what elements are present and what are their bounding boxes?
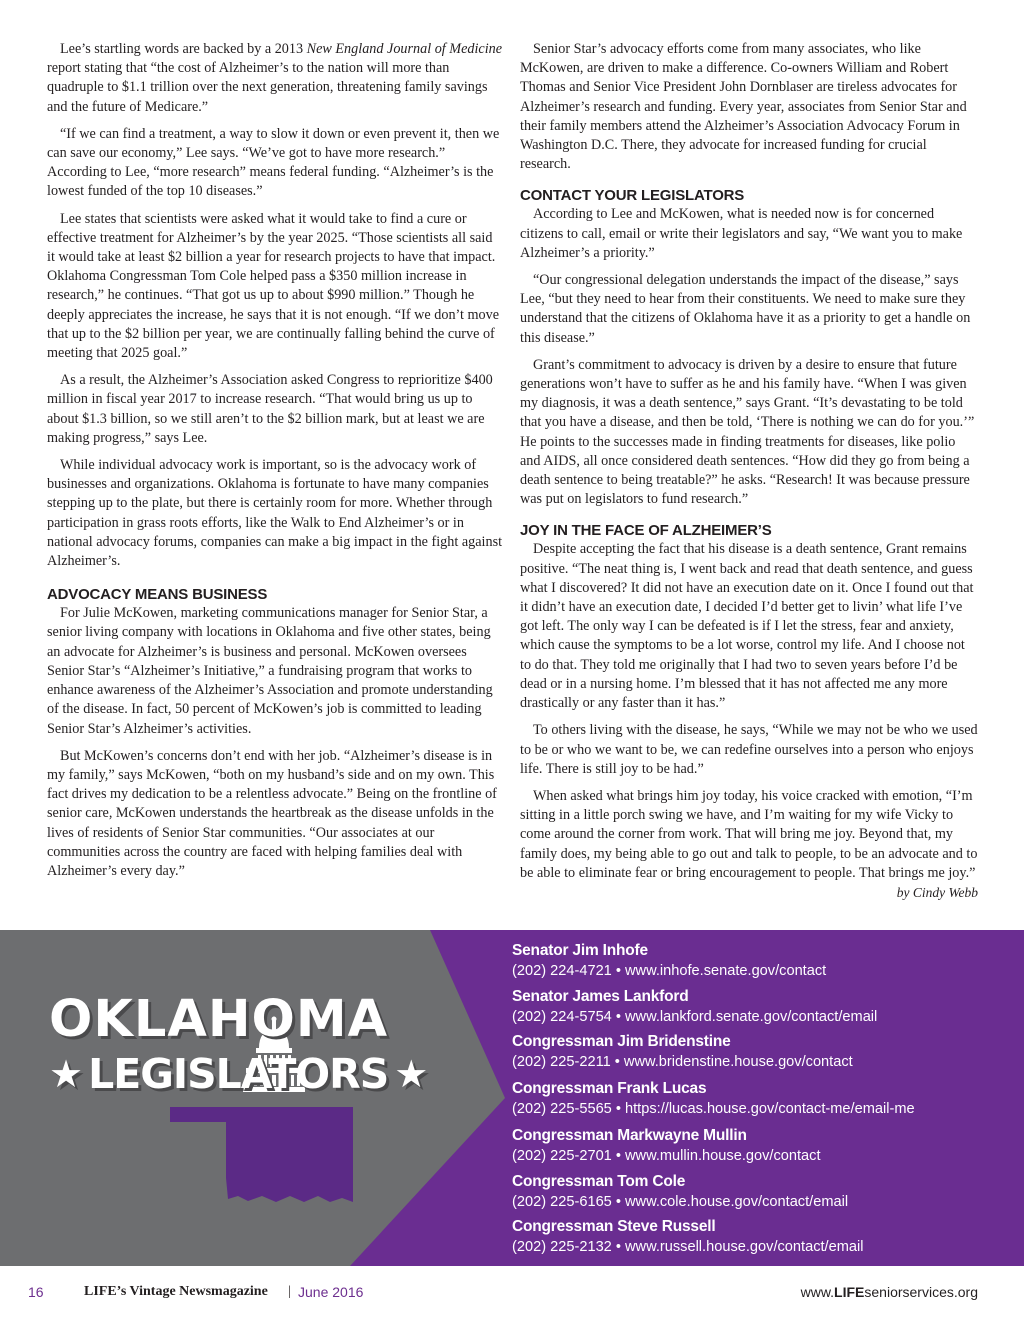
paragraph: But McKowen’s concerns don’t end with her job. “Alzheimer’s disease is in my family,” says McKowen, “both on my husband’s side and on my own. This fact drives my dedication to be a relentless advocate.” Being on the frontline of senior care, McKowen understands the heartbreak as the disease unfolds in the lives of residents of Senior Star communities. “Our associates at our communities across the country are faced with helping families deal with Alzheimer’s every day.” — [47, 747, 497, 879]
star-icon: ★ — [394, 1052, 428, 1096]
legislator-name: Congressman Tom Cole — [512, 1172, 686, 1190]
section-heading-joy: JOY IN THE FACE OF ALZHEIMER’S — [520, 522, 772, 540]
article-right-column — [520, 40, 978, 910]
paragraph: Lee’s startling words are backed by a 2013 New England Journal of Medicine report stating that “the cost of Alzheimer’s to the nation will more than quadruple to $1.1 trillion over the next generation, threatening family savings and the future of Medicare.” — [47, 41, 503, 115]
banner-title-oklahoma: OKLAHOMA — [49, 990, 389, 1049]
banner-title-legislators: ★ LEGISLATORS ★ — [49, 1050, 428, 1098]
section-heading-advocacy: ADVOCACY MEANS BUSINESS — [47, 586, 268, 604]
section-heading-contact: CONTACT YOUR LEGISLATORS — [520, 187, 745, 205]
legislator-name: Congressman Jim Bridenstine — [512, 1033, 731, 1050]
magazine-name: LIFE’s Vintage Newsmagazine — [84, 1284, 268, 1299]
legislator-contact: (202) 225-2701 • www.mullin.house.gov/contact — [512, 1148, 821, 1164]
legislator-name: Senator Jim Inhofe — [512, 942, 648, 959]
byline: by Cindy Webb — [896, 884, 978, 900]
paragraph: When asked what brings him joy today, his voice cracked with emotion, “I’m sitting in a little porch swing we have, and I’m waiting for my wife Vicky to come around the corner from work. That will bring me joy. Beyond that, my family does, my being able to go out and talk to people, to be an advocate and to be able to eliminate fear or bring encouragement to people. That brings me joy.” — [520, 787, 978, 881]
legislator-name: Congressman Steve Russell — [512, 1218, 716, 1235]
legislator-name: Congressman Frank Lucas — [512, 1080, 707, 1097]
footer-separator: | — [288, 1284, 291, 1299]
legislator-entry — [512, 1126, 1012, 1172]
issue-date: June 2016 — [298, 1284, 364, 1300]
legislator-list — [512, 941, 1012, 1263]
legislator-entry — [512, 987, 1012, 1033]
legislator-contact: (202) 225-2132 • www.russell.house.gov/contact/email — [512, 1239, 864, 1255]
oklahoma-state-icon — [170, 1107, 353, 1202]
legislator-contact: (202) 224-4721 • www.inhofe.senate.gov/contact — [512, 963, 827, 979]
paragraph: For Julie McKowen, marketing communications manager for Senior Star, a senior living company with locations in Oklahoma and five other states, being an advocate for Alzheimer’s is business and personal. McKowen oversees Senior Star’s “Alzheimer’s Initiative,” a fundraising program that works to enhance awareness of the Alzheimer’s Association and promote understanding of the disease. In fact, 50 percent of McKowen’s job is committed to leading Senior Star’s Alzheimer’s activities. — [47, 605, 493, 737]
website-url: www.LIFEseniorservices.org — [800, 1284, 978, 1300]
article-left-column — [47, 40, 503, 889]
paragraph: As a result, the Alzheimer’s Association asked Congress to reprioritize $400 million in fiscal year 2017 to increase research. “That would bring us up to about $1.3 billion, so we still aren’t to the $2 billion mark, but at least we are making progress,” says Lee. — [47, 372, 493, 446]
legislator-entry — [512, 1079, 1012, 1126]
legislator-entry — [512, 941, 1012, 987]
legislator-contact: (202) 225-5565 • https://lucas.house.gov/contact-me/email-me — [512, 1101, 915, 1117]
legislator-entry — [512, 1032, 1012, 1079]
legislator-entry — [512, 1217, 1012, 1263]
page-footer — [0, 1282, 1024, 1306]
journal-title: New England Journal of Medicine — [306, 41, 503, 57]
legislator-name: Congressman Markwayne Mullin — [512, 1127, 747, 1144]
paragraph: Grant’s commitment to advocacy is driven by a desire to ensure that future generations won’t have to suffer as he and his family have. “When I was given my diagnosis, it was a death sentence,” says Grant. “It’s devastating to be told that you have a disease, and then be told, ‘There is nothing we can do for you.’” He points to the successes made in finding treatments for diseases, like polio and AIDS, all once considered death sentences. “How did they go from being a death sentence to being treatable?” he asks. “Research! It was because pressure was put on legislators to fund research.” — [520, 356, 975, 508]
legislator-contact: (202) 225-6165 • www.cole.house.gov/contact/email — [512, 1193, 849, 1210]
paragraph: While individual advocacy work is important, so is the advocacy work of businesses and organizations. Oklahoma is fortunate to have many companies stepping up to the plate, but there is certainly room for more. Whether through participation in grass roots efforts, like the Walk to End Alzheimer’s or in national advocacy forums, companies can make a big impact in the fight against Alzheimer’s. — [47, 457, 503, 570]
paragraph: “If we can find a treatment, a way to slow it down or even prevent it, then we can save our economy,” Lee says. “We’ve got to have more research.” According to Lee, “more research” means federal funding. “Alzheimer’s is the lowest funded of the top 10 diseases.” — [47, 125, 500, 200]
legislator-contact: (202) 224-5754 • www.lankford.senate.gov/contact/email — [512, 1008, 878, 1025]
paragraph: “Our congressional delegation understands the impact of the disease,” says Lee, “but they need to hear from their constituents. We need to make sure they understand that the citizens of Oklahoma have it as a priority to get a handle on this disease.” — [520, 272, 971, 346]
legislator-entry — [512, 1172, 1012, 1218]
legislator-contact: (202) 225-2211 • www.bridenstine.house.gov/contact — [512, 1054, 853, 1070]
paragraph: To others living with the disease, he says, “While we may not be who we used to be or who we want to be, we can redefine ourselves into a person who enjoys life. There is still joy to be had.” — [520, 722, 978, 777]
oklahoma-legislators-banner — [0, 930, 1024, 1266]
paragraph: Lee states that scientists were asked what it would take to find a cure or effective treatment for Alzheimer’s by the year 2025. “Those scientists all said it would take at least $2 billion a year for research projects to have that impact. Oklahoma Congressman Tom Cole helped pass a $350 million increase in research,” he continues. “That got us up to about $990 million.” Though he deeply appreciates the increase, he says that it is not enough. “If we don’t move that up to the $2 billion per year, we are continually falling behind the curve of meeting that 2025 goal.” — [47, 210, 500, 362]
star-icon: ★ — [49, 1052, 83, 1096]
paragraph: According to Lee and McKowen, what is needed now is for concerned citizens to call, email or write their legislators and say, “We want you to make Alzheimer’s a priority.” — [520, 206, 963, 261]
paragraph: Senior Star’s advocacy efforts come from many associates, who like McKowen, are driven to make a difference. Co-owners William and Robert Thomas and Senior Vice President John Dornblaser are tireless advocates for Alzheimer’s research and funding. Every year, associates from Senior Star and their family members attend the Alzheimer’s Association Advocacy Forum in Washington D.C. There, they advocate for increased funding for crucial research. — [520, 41, 967, 173]
legislator-name: Senator James Lankford — [512, 987, 689, 1005]
paragraph: Despite accepting the fact that his disease is a death sentence, Grant remains positive. “The neat thing is, I went back and read that death sentence, and guess what I discovered? It did not have an execution date on it. Once I found out that it didn’t have an execution date, I decided I’d better get to livin’ what life I’ve got left. The only way I can be defeated is if I let the stress, fear and anxiety, which cause the symptoms to be a lot worse, control my life. And I choose not to do that. They told me originally that I had two to seven years before I’d be dead or in a nursing home. I’m blessed that it has not affected me any more drastically or any faster than it has.” — [520, 541, 974, 712]
page-number: 16 — [28, 1284, 44, 1300]
